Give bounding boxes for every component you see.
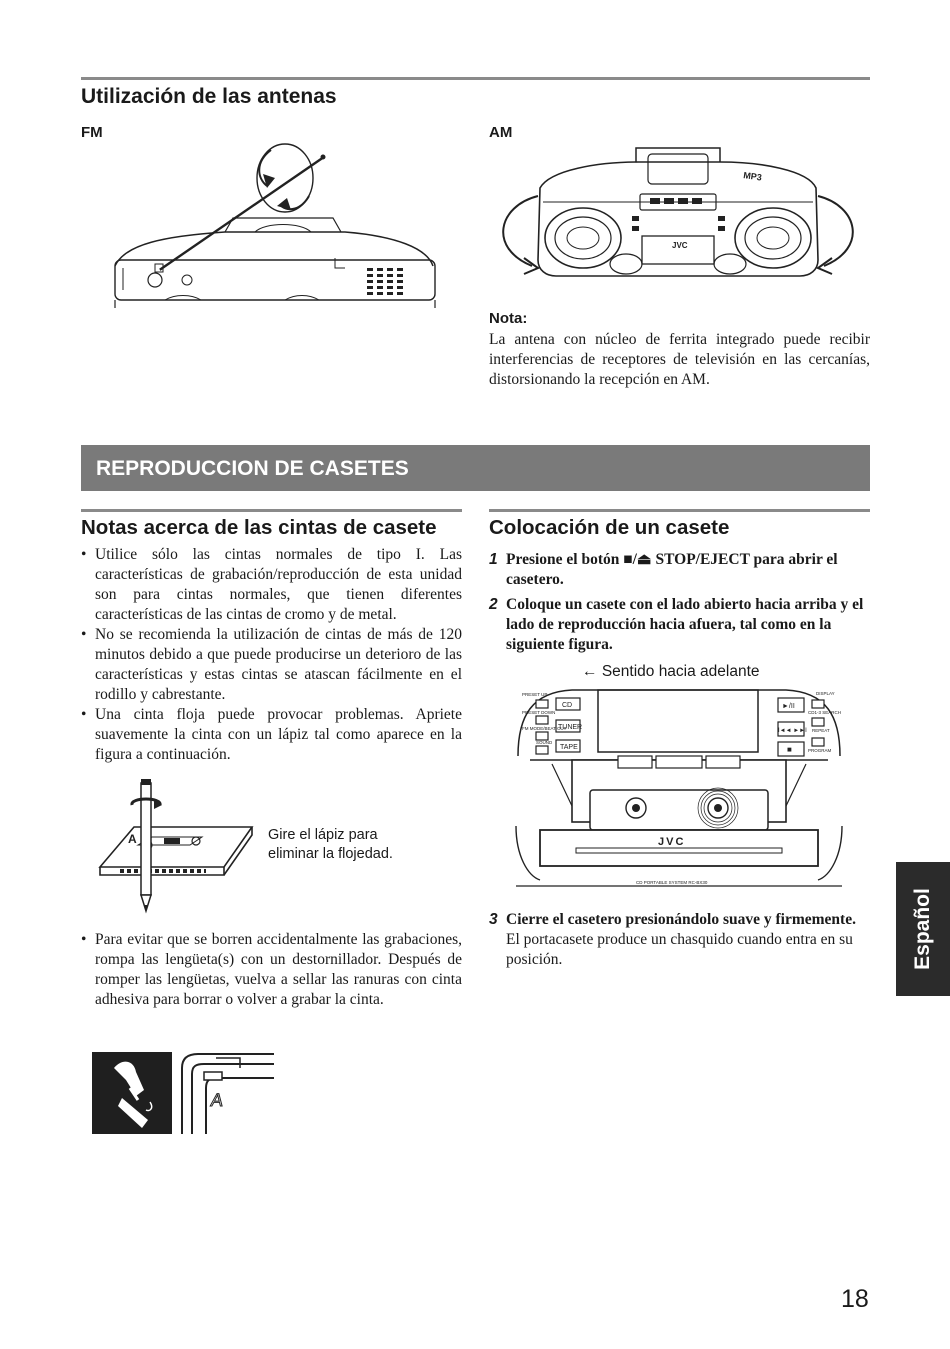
tab-break-illustration bbox=[92, 1050, 307, 1138]
pencil-caption-line-2: eliminar la flojedad. bbox=[268, 846, 393, 862]
step-3-number: 3 bbox=[489, 911, 498, 928]
play-pause-label: ►/II bbox=[782, 703, 795, 710]
step-3-bold: Cierre el casetero presionándolo suave y firmemente. bbox=[506, 911, 856, 928]
label-display: DISPLAY bbox=[816, 691, 835, 696]
label-repeat: REPEAT bbox=[812, 728, 830, 733]
note-title: Nota: bbox=[489, 310, 528, 327]
language-tab bbox=[896, 862, 950, 996]
section-banner-title: REPRODUCCION DE CASETES bbox=[96, 457, 409, 480]
notes-bullet-3: • Una cinta floja puede provocar problemas. Apriete suavemente la cinta con un lápiz tal como aparece en la figura a continuación. bbox=[81, 705, 462, 765]
label-sound: SOUND bbox=[536, 740, 553, 745]
deck-model-line: CD PORTABLE SYSTEM RC-BX30 bbox=[636, 880, 708, 885]
step-2-text: Coloque un casete con el lado abierto hacia arriba y el lado de reproducción hacia afuera, tal como en la siguiente figura. bbox=[506, 596, 864, 653]
fm-antenna-illustration bbox=[105, 140, 445, 312]
pencil-caption-line-1: Gire el lápiz para bbox=[268, 827, 378, 843]
step-1-number: 1 bbox=[489, 551, 498, 568]
step-1-text-a: Presione el botón bbox=[506, 551, 624, 568]
placement-steps-3 bbox=[489, 910, 870, 970]
step-1 bbox=[489, 550, 870, 590]
stop-label: ■ bbox=[787, 745, 792, 754]
antennas-heading: Utilización de las antenas bbox=[81, 85, 337, 108]
label-preset-up: PRESET UP bbox=[522, 692, 548, 697]
am-display-label: MP3 bbox=[742, 170, 763, 183]
step-2-number: 2 bbox=[489, 596, 498, 613]
step-2 bbox=[489, 595, 870, 655]
notes-heading: Notas acerca de las cintas de casete bbox=[81, 516, 437, 539]
fm-label: FM bbox=[81, 124, 103, 141]
step-3-text: El portacasete produce un chasquido cuando entra en su posición. bbox=[506, 931, 853, 968]
tape-letter: A bbox=[128, 832, 137, 846]
section-banner bbox=[81, 445, 870, 491]
direction-text: Sentido hacia adelante bbox=[601, 663, 760, 680]
skip-label: I◄◄ ►►I bbox=[778, 728, 807, 734]
arrow-left-icon: ← bbox=[582, 663, 598, 680]
placement-heading: Colocación de un casete bbox=[489, 516, 730, 539]
notes-bullet-list bbox=[81, 545, 462, 765]
label-program: PROGRAM bbox=[808, 748, 832, 753]
notes-rule bbox=[81, 509, 462, 512]
am-label: AM bbox=[489, 124, 513, 141]
notes-bullet-1: • Utilice sólo las cintas normales de tipo I. Las características de grabación/reproducción de esta unidad son para cintas normales, que tienen diferentes características de las cintas de cromo y de metal. bbox=[81, 545, 462, 625]
notes-bullet-list-2 bbox=[81, 930, 462, 1010]
stop-eject-icon: ■/⏏ bbox=[623, 551, 652, 568]
pencil-caption bbox=[268, 826, 393, 864]
direction-label bbox=[582, 663, 760, 681]
pencil-cassette-illustration bbox=[90, 775, 270, 920]
notes-bullet-2: • No se recomienda la utilización de cintas de más de 120 minutos debido a que puede producirse un deterioro de las características y estas cintas se atascan fácilmente en el rodillo y cabrestante. bbox=[81, 625, 462, 705]
deck-brand: JVC bbox=[658, 836, 686, 848]
tape-button-label: TAPE bbox=[560, 744, 578, 751]
notes-bullet-4: • Para evitar que se borren accidentalmente las grabaciones, rompa las lengüeta(s) con un destornillador. Después de romper las lengüetas, vuelva a sellar las ranuras con cinta adhesiva para borrar o volver a grabar la cinta. bbox=[81, 930, 462, 1010]
tab-letter: A bbox=[209, 1090, 225, 1110]
label-fm-mode: FM MODE/BEAT CUT bbox=[522, 726, 567, 731]
top-rule bbox=[81, 77, 870, 80]
language-tab-label: Español bbox=[911, 888, 934, 970]
label-cd-search: CD1-3 SEARCH bbox=[808, 710, 842, 715]
step-1-text-b: STOP/EJECT para abrir el casetero. bbox=[506, 551, 838, 588]
cassette-deck-illustration bbox=[512, 686, 846, 892]
label-preset-down: PRESET DOWN bbox=[522, 710, 556, 715]
page-number: 18 bbox=[841, 1285, 869, 1313]
placement-steps-1-2 bbox=[489, 550, 870, 655]
step-3 bbox=[489, 910, 870, 970]
note-text: La antena con núcleo de ferrita integrado puede recibir interferencias de receptores de televisión en las cercanías, distorsionando la recepción en AM. bbox=[489, 331, 870, 388]
cd-button-label: CD bbox=[562, 702, 573, 709]
placement-rule bbox=[489, 509, 870, 512]
tuner-button-label: TUNER bbox=[558, 724, 583, 731]
am-brand: JVC bbox=[672, 241, 688, 250]
am-boombox-illustration bbox=[488, 140, 868, 290]
